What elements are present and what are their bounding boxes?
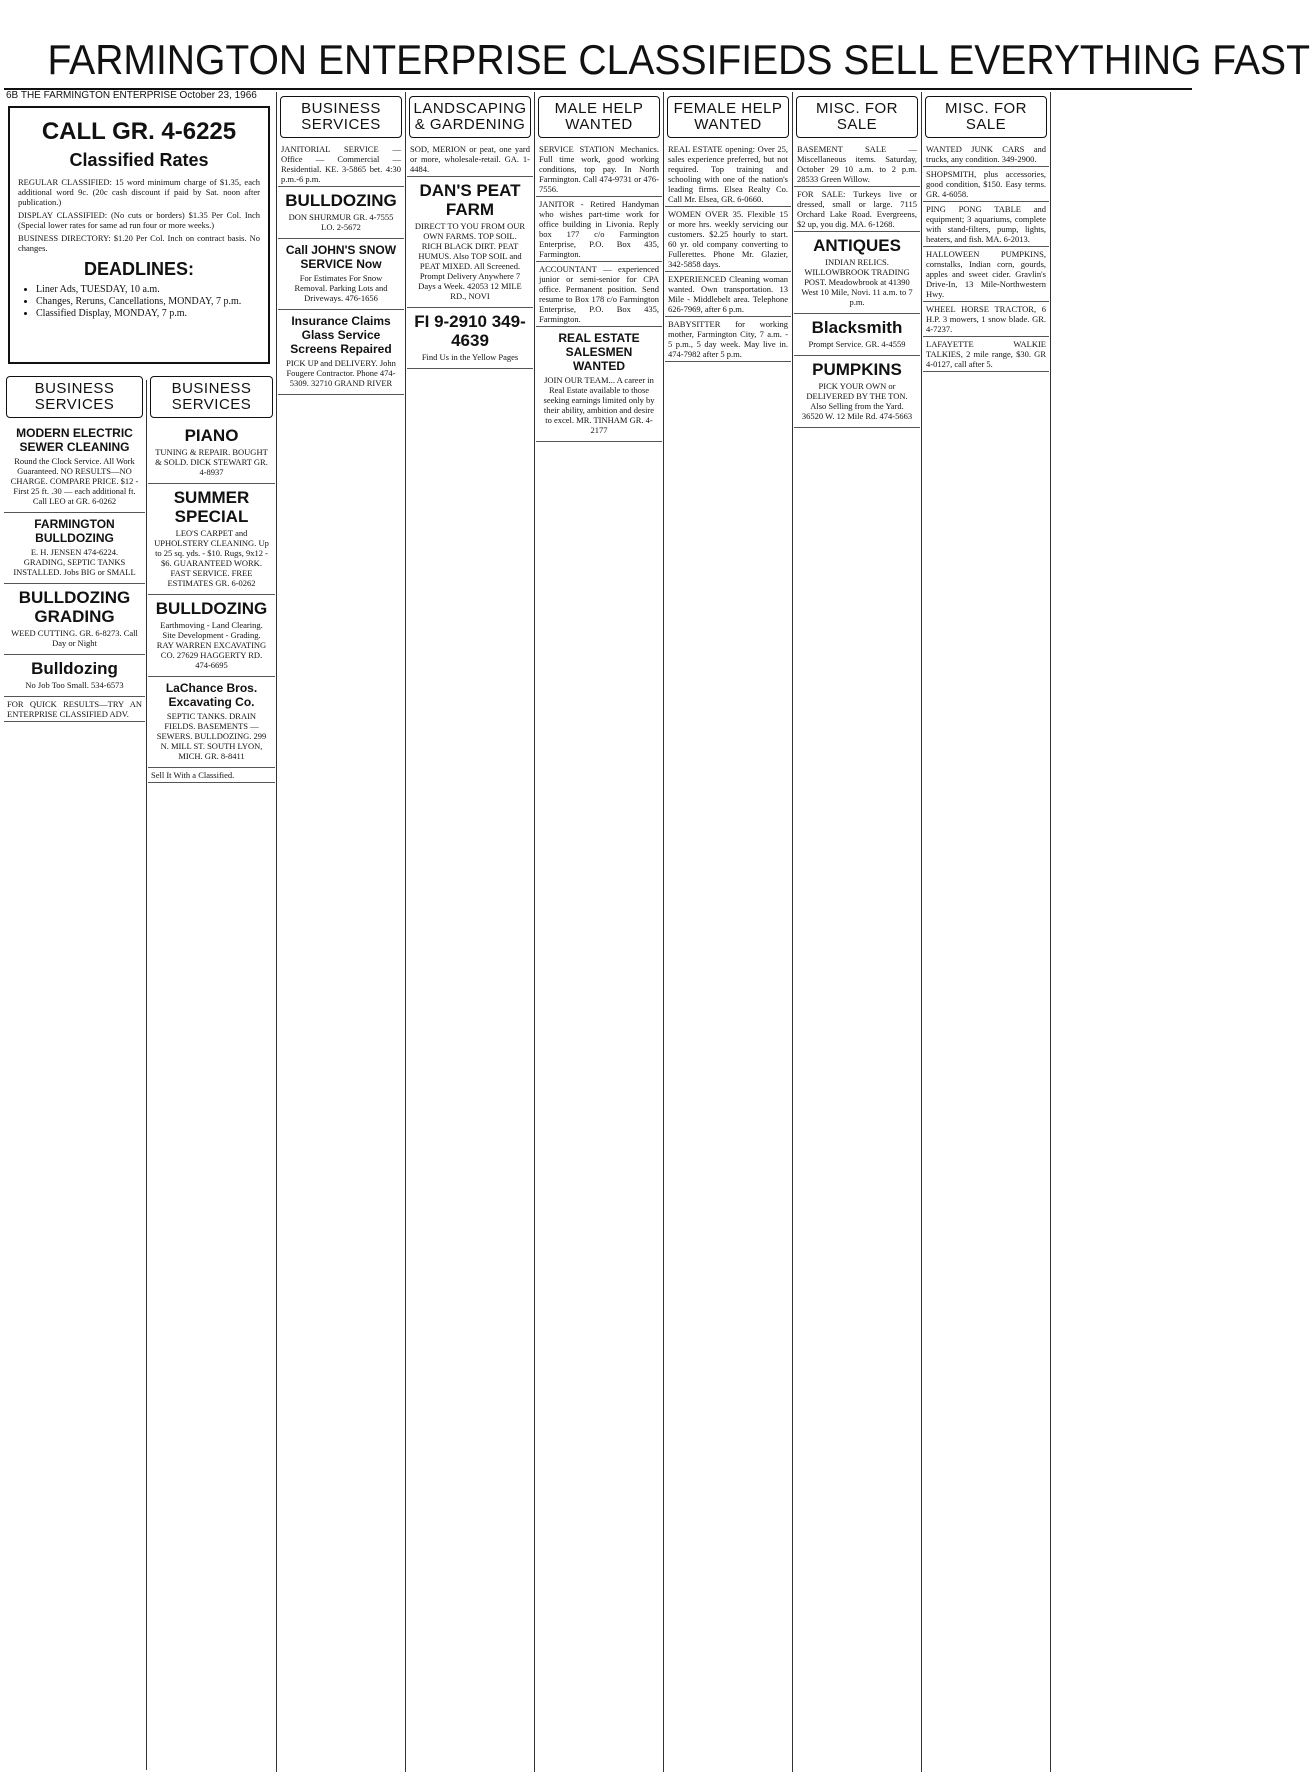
classified-ad: [4, 697, 145, 722]
classified-ad: [923, 142, 1049, 167]
ad-headline: FARMINGTON BULLDOZING: [34, 517, 115, 545]
ad-body: DON SHURMUR GR. 4-7555 LO. 2-5672: [288, 212, 394, 232]
ad-headline: ANTIQUES: [813, 236, 901, 255]
ad-body: WOMEN OVER 35. Flexible 15 or more hrs. weekly servicing our customers. $2.25 hourly to start. 60 yr. old company converting to Fullerettes. Phone Mr. Glazier, 342-5858 days.: [668, 209, 788, 269]
ad-body: SOD, MERION or peat, one yard or more, wholesale-retail. GA. 1-4484.: [410, 144, 530, 174]
ad-headline: SUMMER SPECIAL: [173, 488, 250, 526]
ad-body: SHOPSMITH, plus accessories, good condition, $150. Easy terms. GR. 4-6058.: [926, 169, 1046, 199]
ad-body: EXPERIENCED Cleaning woman wanted. Own transportation. 13 Mile - Middlebelt area. Telephone 626-7969, after 6 p.m.: [668, 274, 788, 314]
ad-headline: REAL ESTATE SALESMEN WANTED: [558, 331, 640, 373]
column-rule: [276, 92, 277, 1772]
rates-regular: REGULAR CLASSIFIED: 15 word minimum charge of $1.35, each additional word 9c. (20c cash discount if paid by Sat. noon after publication.): [18, 177, 260, 207]
section-header: MALE HELP WANTED: [538, 96, 660, 138]
deadline-item: • Classified Display, MONDAY, 7 p.m.: [36, 308, 260, 320]
ad-body: SEPTIC TANKS. DRAIN FIELDS. BASEMENTS — SEWERS. BULLDOZING. 299 N. MILL ST. SOUTH LYON, MICH. GR. 8-8411: [156, 711, 267, 761]
classified-ad: [923, 167, 1049, 202]
column-rule: [792, 92, 793, 1772]
column-rule: [663, 92, 664, 1772]
classified-ad: [536, 142, 662, 197]
classified-ad: [665, 317, 791, 362]
ad-headline: FI 9-2910 349-4639: [414, 312, 526, 350]
column-misc-sale-1: [794, 92, 920, 1772]
ad-headline: MODERN ELECTRIC SEWER CLEANING: [16, 426, 133, 454]
classified-ad: [278, 239, 404, 310]
classified-ad: [794, 314, 920, 356]
ad-headline: Insurance Claims Glass Service Screens Repaired: [290, 314, 392, 356]
ad-body: REAL ESTATE opening: Over 25, sales experience preferred, but not required. Top training and schooling with one of the nation's leading firms. Elsea Realty Co. Call Mr. Elsea, GR. 6-0660.: [668, 144, 788, 204]
column-rule: [146, 380, 147, 1770]
ad-body: WANTED JUNK CARS and trucks, any condition. 349-2900.: [926, 144, 1046, 164]
ad-body: Find Us in the Yellow Pages: [421, 352, 519, 362]
classified-ad: [665, 272, 791, 317]
classified-ad: [148, 677, 275, 768]
rates-directory: BUSINESS DIRECTORY: $1.20 Per Col. Inch on contract basis. No changes.: [18, 233, 260, 253]
classified-ad: [148, 422, 275, 484]
ad-body: No Job Too Small. 534-6573: [25, 680, 124, 690]
classified-rates-box: [8, 106, 270, 364]
ad-body: JOIN OUR TEAM... A career in Real Estate available to those seeking earnings limited only by their ability, ambition and desire to excel. MR. TINHAM GR. 4-2177: [543, 375, 655, 435]
ad-body: PICK YOUR OWN or DELIVERED BY THE TON. Also Selling from the Yard. 36520 W. 12 Mile Rd. 474-5663: [801, 381, 913, 421]
classified-ad: [536, 197, 662, 262]
classified-ad: [148, 595, 275, 677]
classified-ad: [4, 422, 145, 513]
ad-body: Earthmoving - Land Clearing. Site Development - Grading. RAY WARREN EXCAVATING CO. 27629 HAGGERTY RD. 474-6695: [156, 620, 267, 670]
classified-ad: [407, 308, 533, 369]
column-business-services-1: [4, 372, 145, 1772]
classified-ad: [794, 187, 920, 232]
ad-headline: BULLDOZING: [155, 599, 268, 618]
classified-ad: [407, 142, 533, 177]
ad-body: ACCOUNTANT — experienced junior or semi-senior for CPA office. Permanent position. Send resume to Box 178 c/o Farmington Enterprise, P.O. Box 435, Farmington.: [539, 264, 659, 324]
deadlines-title: DEADLINES:: [83, 259, 194, 279]
ad-body: PING PONG TABLE and equipment; 3 aquariums, complete with stand-filters, pump, lights, heaters, and fish. MA. 6-2013.: [926, 204, 1046, 244]
column-landscaping: [407, 92, 533, 1772]
section-header: BUSINESS SERVICES: [6, 376, 143, 418]
ad-body: FOR SALE: Turkeys live or dressed, small or large. 7115 Orchard Lake Road. Evergreens, $2 up, you dig. MA. 6-1268.: [797, 189, 917, 229]
folio-line: 6B THE FARMINGTON ENTERPRISE October 23, 1966: [6, 90, 257, 101]
ad-headline: LaChance Bros. Excavating Co.: [165, 681, 258, 709]
section-header: LANDSCAPING & GARDENING: [409, 96, 531, 138]
ad-body: Sell It With a Classified.: [151, 770, 235, 780]
classified-ad: [536, 262, 662, 327]
deadline-item: • Liner Ads, TUESDAY, 10 a.m.: [36, 284, 260, 296]
column-rule: [405, 92, 406, 1772]
section-header: BUSINESS SERVICES: [150, 376, 273, 418]
ad-body: HALLOWEEN PUMPKINS, cornstalks, Indian corn, gourds, apples and sweet cider. Gravlin's Drive-In, 13 Mile-Northwestern Hwy.: [926, 249, 1046, 299]
ad-headline: PIANO: [184, 426, 239, 445]
deadlines-list: [18, 284, 260, 320]
rates-display: DISPLAY CLASSIFIED: (No cuts or borders) $1.35 Per Col. Inch (Special lower rates for same ad run four or more weeks.): [18, 210, 260, 230]
ad-body: Prompt Service. GR. 4-4559: [808, 339, 906, 349]
ad-body: LEO'S CARPET and UPHOLSTERY CLEANING. Up to 25 sq. yds. - $10. Rugs, 9x12 - $6. GUARANTEED WORK. FAST SERVICE. FREE ESTIMATES GR. 6-0262: [154, 528, 269, 588]
ad-body: For Estimates For Snow Removal. Parking Lots and Driveways. 476-1656: [294, 273, 388, 303]
section-header: BUSINESS SERVICES: [280, 96, 402, 138]
ad-body: BASEMENT SALE — Miscellaneous items. Saturday, October 29 10 a.m. to 2 p.m. 28533 Green Willow.: [797, 144, 917, 184]
ad-body: WEED CUTTING. GR. 6-8273. Call Day or Night: [11, 628, 138, 648]
classified-ad: [923, 337, 1049, 372]
classified-ad: [794, 142, 920, 187]
classified-ad: [794, 232, 920, 314]
column-female-help: [665, 92, 791, 1772]
ad-body: SERVICE STATION Mechanics. Full time work, good working conditions, top pay. In North Farmington. Call 474-9731 or 476-7556.: [539, 144, 659, 194]
rates-title: Classified Rates: [69, 150, 209, 170]
column-misc-sale-2: [923, 92, 1049, 1772]
classified-ad: [923, 302, 1049, 337]
classified-ad: [278, 187, 404, 239]
page-banner: FARMINGTON ENTERPRISE CLASSIFIEDS SELL EVERYTHING FAST: [47, 36, 1310, 83]
classified-ad: [278, 142, 404, 187]
classified-ad: [923, 202, 1049, 247]
classified-ad: [665, 142, 791, 207]
ad-body: BABYSITTER for working mother, Farmington City, 7 a.m. - 5 p.m., 5 day week. May live in. 474-7982 after 5 p.m.: [668, 319, 788, 359]
column-business-services-2: [148, 372, 275, 1772]
section-header: MISC. FOR SALE: [925, 96, 1047, 138]
ad-body: FOR QUICK RESULTS—TRY AN ENTERPRISE CLASSIFIED ADV.: [7, 699, 142, 719]
classified-ad: [4, 513, 145, 584]
classified-ad: [665, 207, 791, 272]
column-rule: [1050, 92, 1051, 1772]
classified-ad: [148, 768, 275, 783]
classified-ad: [4, 584, 145, 655]
classified-ad: [278, 310, 404, 395]
ad-headline: Blacksmith: [811, 318, 903, 337]
classified-ad: [4, 655, 145, 697]
classified-ad: [407, 177, 533, 308]
classified-ad: [148, 484, 275, 595]
ad-body: Round the Clock Service. All Work Guaranteed. NO RESULTS—NO CHARGE. COMPARE PRICE. $12 - First 25 ft. .30 — each additional ft. Call LEO at GR. 6-0262: [10, 456, 139, 506]
ad-body: WHEEL HORSE TRACTOR, 6 H.P. 3 mowers, 1 snow blade. GR. 4-7237.: [926, 304, 1046, 334]
classified-ad: [536, 327, 662, 442]
ad-body: JANITOR - Retired Handyman who wishes part-time work for office building in Livonia. Reply box 177 c/o Farmington Enterprise, P.O. Box 435, Farmington.: [539, 199, 659, 259]
ad-body: JANITORIAL SERVICE — Office — Commercial — Residential. KE. 3-5865 bet. 4:30 p.m.-6 p.m.: [281, 144, 401, 184]
ad-body: PICK UP and DELIVERY. John Fougere Contractor. Phone 474-5309. 32710 GRAND RIVER: [286, 358, 396, 388]
column-business-services-3: [278, 92, 404, 1772]
ad-body: E. H. JENSEN 474-6224. GRADING, SEPTIC TANKS INSTALLED. Jobs BIG or SMALL: [13, 547, 136, 577]
ad-headline: BULLDOZING GRADING: [18, 588, 131, 626]
ad-headline: BULLDOZING: [285, 191, 397, 210]
rates-phone: CALL GR. 4-6225: [41, 118, 237, 145]
column-male-help: [536, 92, 662, 1772]
deadline-item: • Changes, Reruns, Cancellations, MONDAY, 7 p.m.: [36, 296, 260, 308]
section-header: FEMALE HELP WANTED: [667, 96, 789, 138]
column-rule: [921, 92, 922, 1772]
classified-ad: [923, 247, 1049, 302]
column-rule: [534, 92, 535, 1772]
ad-body: TUNING & REPAIR. BOUGHT & SOLD. DICK STEWART GR. 4-8937: [155, 447, 268, 477]
classified-ad: [794, 356, 920, 428]
ad-headline: PUMPKINS: [812, 360, 902, 379]
ad-headline: Call JOHN'S SNOW SERVICE Now: [285, 243, 397, 271]
ad-body: DIRECT TO YOU FROM OUR OWN FARMS. TOP SOIL. RICH BLACK DIRT. PEAT HUMUS. Also TOP SOIL and PEAT MIXED. All Screened. Prompt Delivery Anywhere 7 Days a Week. 42053 12 MILE RD., NOVI: [414, 221, 526, 301]
ad-headline: Bulldozing: [31, 659, 118, 678]
ad-headline: DAN'S PEAT FARM: [419, 181, 521, 219]
ad-body: INDIAN RELICS. WILLOWBROOK TRADING POST. Meadowbrook at 41390 West 10 Mile, Novi. 11 a.m. to 7 p.m.: [801, 257, 913, 307]
section-header: MISC. FOR SALE: [796, 96, 918, 138]
ad-body: LAFAYETTE WALKIE TALKIES, 2 mile range, $30. GR 4-0127, call after 5.: [926, 339, 1046, 369]
